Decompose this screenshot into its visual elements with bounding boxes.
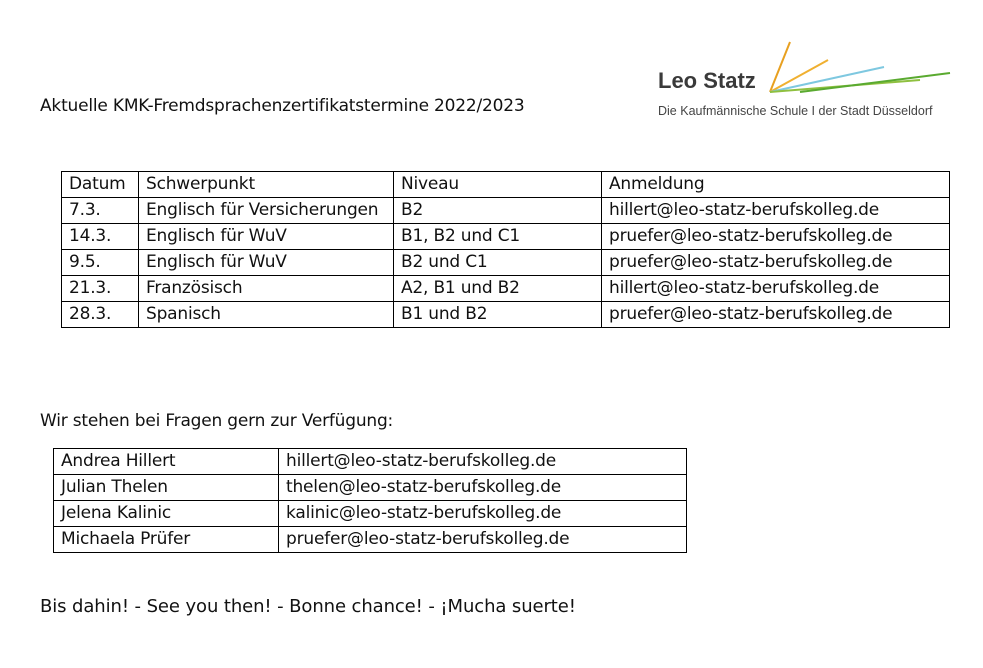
header-anmeldung: Anmeldung: [602, 172, 950, 198]
registration-email-cell: hillert@leo-statz-berufskolleg.de: [602, 198, 950, 224]
certificate-dates-table: [61, 171, 950, 328]
level-cell: B1 und B2: [394, 302, 602, 328]
contact-name-cell: Julian Thelen: [54, 475, 279, 501]
date-cell: 14.3.: [62, 224, 139, 250]
date-cell: 28.3.: [62, 302, 139, 328]
focus-cell: Englisch für WuV: [139, 250, 394, 276]
logo-name: Leo Statz: [658, 68, 756, 93]
contact-email-cell: hillert@leo-statz-berufskolleg.de: [279, 449, 687, 475]
focus-cell: Französisch: [139, 276, 394, 302]
farewell-text: Bis dahin! - See you then! - Bonne chance! - ¡Mucha suerte!: [40, 596, 576, 617]
header-schwerpunkt: Schwerpunkt: [139, 172, 394, 198]
table-row: [62, 224, 950, 250]
table-row: [54, 475, 687, 501]
focus-cell: Englisch für Versicherungen: [139, 198, 394, 224]
contact-intro: Wir stehen bei Fragen gern zur Verfügung:: [40, 411, 394, 431]
contact-email-cell: pruefer@leo-statz-berufskolleg.de: [279, 527, 687, 553]
registration-email-cell: pruefer@leo-statz-berufskolleg.de: [602, 224, 950, 250]
level-cell: B1, B2 und C1: [394, 224, 602, 250]
table-header-row: [62, 172, 950, 198]
level-cell: A2, B1 und B2: [394, 276, 602, 302]
level-cell: B2: [394, 198, 602, 224]
contact-email-cell: thelen@leo-statz-berufskolleg.de: [279, 475, 687, 501]
table-row: [62, 250, 950, 276]
contact-name-cell: Jelena Kalinic: [54, 501, 279, 527]
focus-cell: Englisch für WuV: [139, 224, 394, 250]
table-row: [62, 302, 950, 328]
date-cell: 7.3.: [62, 198, 139, 224]
table-row: [54, 527, 687, 553]
date-cell: 21.3.: [62, 276, 139, 302]
contact-email-cell: kalinic@leo-statz-berufskolleg.de: [279, 501, 687, 527]
header-datum: Datum: [62, 172, 139, 198]
registration-email-cell: hillert@leo-statz-berufskolleg.de: [602, 276, 950, 302]
focus-cell: Spanisch: [139, 302, 394, 328]
table-row: [62, 198, 950, 224]
date-cell: 9.5.: [62, 250, 139, 276]
contacts-table: [53, 448, 687, 553]
table-row: [54, 449, 687, 475]
contact-name-cell: Andrea Hillert: [54, 449, 279, 475]
table-row: [54, 501, 687, 527]
school-logo: [650, 36, 960, 126]
header-niveau: Niveau: [394, 172, 602, 198]
contact-name-cell: Michaela Prüfer: [54, 527, 279, 553]
registration-email-cell: pruefer@leo-statz-berufskolleg.de: [602, 302, 950, 328]
logo-subtitle: Die Kaufmännische Schule I der Stadt Düsseldorf: [658, 104, 933, 118]
table-row: [62, 276, 950, 302]
registration-email-cell: pruefer@leo-statz-berufskolleg.de: [602, 250, 950, 276]
level-cell: B2 und C1: [394, 250, 602, 276]
page-title: Aktuelle KMK-Fremdsprachenzertifikatstermine 2022/2023: [40, 96, 525, 116]
